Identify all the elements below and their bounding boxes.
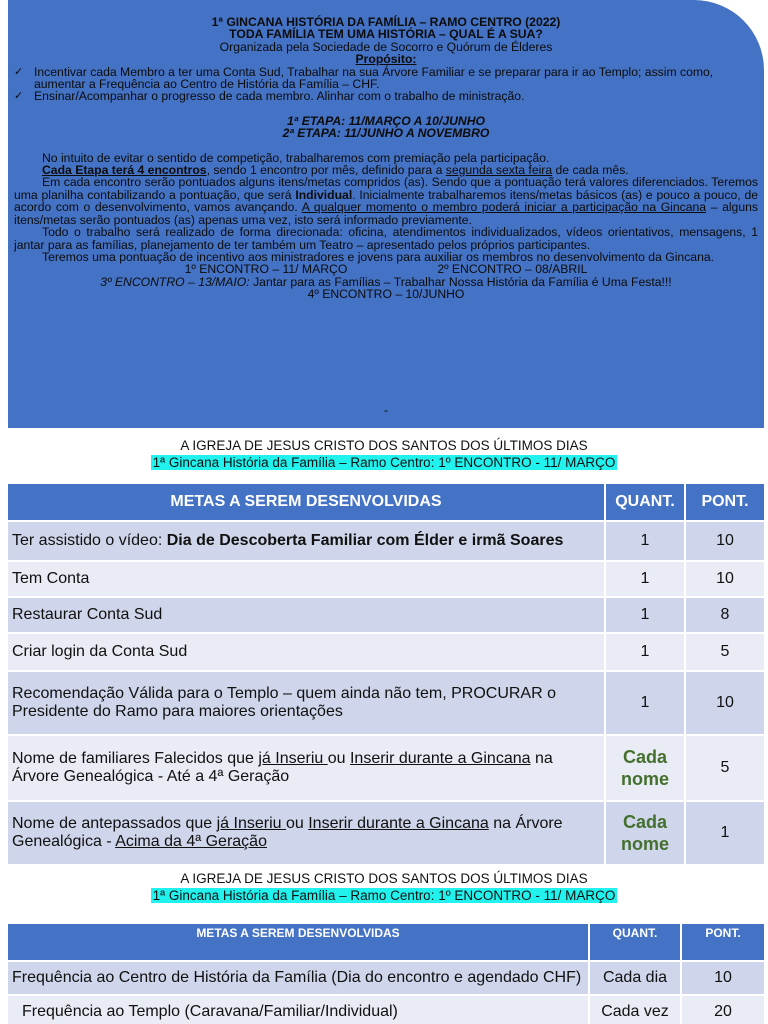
paragraph-incentivo: Teremos uma pontuação de incentivo aos ministradores e jovens para auxiliar os membros no desenvolvimento da Gincana. <box>42 249 715 264</box>
col-header-pts: PONT. <box>682 924 764 960</box>
stage-1: 1ª ETAPA: 11/MARÇO A 10/JUNHO <box>287 113 485 128</box>
table-row <box>8 960 764 994</box>
goals-table-2 <box>8 924 764 1024</box>
event-subtitle: 1ª Gincana História da Família – Ramo Centro: 1º ENCONTRO - 11/ MARÇO <box>152 455 616 470</box>
qty-cell: 1 <box>606 632 686 670</box>
table-row <box>8 560 764 596</box>
encounter-1: 1º ENCONTRO – 11/ MARÇO <box>184 262 348 277</box>
panel-dash: - <box>383 403 389 417</box>
purpose-item: ✓ Incentivar cada Membro a ter uma Conta Sud, Trabalhar na sua Árvore Familiar e se preparar para ir ao Templo; assim como, aumentar a Frequência ao Centro de História da Família – CHF. <box>14 64 714 92</box>
gincana-slogan: TODA FAMÍLIA TEM UMA HISTÓRIA – QUAL É A SUA? <box>229 27 543 42</box>
checkmark-icon: ✓ <box>14 65 24 78</box>
qty-cell: 1 <box>606 520 686 560</box>
encounter-2: 2º ENCONTRO – 08/ABRIL <box>437 262 588 277</box>
goal-cell: Nome de antepassados que já Inseriu ou Inserir durante a Gincana na Árvore Genealógica - Acima da 4ª Geração <box>8 800 606 864</box>
pts-cell: 8 <box>686 596 764 632</box>
gincana-title: 1ª GINCANA HISTÓRIA DA FAMÍLIA – RAMO CENTRO (2022) <box>211 15 561 29</box>
goal-cell: Recomendação Válida para o Templo – quem ainda não tem, PROCURAR o Presidente do Ramo para maiores orientações <box>8 670 606 734</box>
goal-cell: Restaurar Conta Sud <box>8 596 606 632</box>
qty-cell: Cada dia <box>590 960 682 994</box>
table-row <box>8 800 764 864</box>
pts-cell: 10 <box>686 670 764 734</box>
qty-cell: 1 <box>606 670 686 734</box>
table-row <box>8 596 764 632</box>
goal-cell: Ter assistido o vídeo: Dia de Descoberta Familiar com Élder e irmã Soares <box>8 520 606 560</box>
table-row <box>8 632 764 670</box>
goal-cell: Tem Conta <box>8 560 606 596</box>
pts-cell: 10 <box>686 520 764 560</box>
goal-cell: Frequência ao Centro de História da Família (Dia do encontro e agendado CHF) <box>8 960 590 994</box>
goal-cell: Nome de familiares Falecidos que já Inseriu ou Inserir durante a Gincana na Árvore Genealógica - Até a 4ª Geração <box>8 734 606 800</box>
goals-table-1 <box>8 484 764 864</box>
table-row <box>8 734 764 800</box>
purpose-label: Propósito: <box>355 52 417 67</box>
church-heading-2 <box>0 870 768 904</box>
table-row <box>8 670 764 734</box>
pts-cell: 20 <box>682 994 764 1024</box>
goal-cell: Criar login da Conta Sud <box>8 632 606 670</box>
col-header-goals: METAS A SEREM DESENVOLVIDAS <box>8 924 590 960</box>
stage-2: 2ª ETAPA: 11/JUNHO A NOVEMBRO <box>282 126 490 141</box>
event-subtitle: 1ª Gincana História da Família – Ramo Centro: 1º ENCONTRO - 11/ MARÇO <box>152 888 616 903</box>
qty-cell: 1 <box>606 560 686 596</box>
pts-cell: 10 <box>686 560 764 596</box>
goal-cell: Frequência ao Templo (Caravana/Familiar/Individual) <box>8 994 590 1024</box>
table-row <box>8 520 764 560</box>
col-header-pts: PONT. <box>686 484 764 520</box>
pts-cell: 1 <box>686 800 764 864</box>
checkmark-icon: ✓ <box>14 90 24 103</box>
col-header-qty: QUANT. <box>590 924 682 960</box>
paragraph-pontuacao: Em cada encontro serão pontuados alguns itens/metas compridos (as). Sendo que a pontuação terá valores diferenciados. Teremos uma planilha contabilizando a pontuação, que será Individual. Inicialmente trabalharemos itens/metas básicos (as) e pouco a pouco, de acordo com o desenvolvimento, vamos avançando. A qualquer momento o membro poderá iniciar a participação na Gincana – alguns itens/metas serão pontuados (as) apenas uma vez, isto será informado previamente. <box>14 175 758 227</box>
qty-cell: Cada nome <box>606 734 686 800</box>
qty-cell: 1 <box>606 596 686 632</box>
pts-cell: 5 <box>686 632 764 670</box>
pts-cell: 10 <box>682 960 764 994</box>
paragraph-trabalho: Todo o trabalho será realizado de forma direcionada: oficina, atendimentos individualizados, vídeos orientativos, mensagens, 1 jantar para as famílias, planejamento de ter também um Teatro – apresentado pelos próprios participantes. <box>14 225 758 252</box>
col-header-goals: METAS A SEREM DESENVOLVIDAS <box>8 484 606 520</box>
purpose-item: ✓ Ensinar/Acompanhar o progresso de cada membro. Alinhar com o trabalho de ministração. <box>14 89 525 104</box>
encounter-4: 4º ENCONTRO – 10/JUNHO <box>307 287 465 302</box>
organizer-line: Organizada pela Sociedade de Socorro e Quórum de Élderes <box>219 39 553 54</box>
table-row <box>8 994 764 1024</box>
pts-cell: 5 <box>686 734 764 800</box>
church-name: A IGREJA DE JESUS CRISTO DOS SANTOS DOS ÚLTIMOS DIAS <box>180 871 588 886</box>
encounter-3: 3º ENCONTRO – 13/MAIO: Jantar para as Famílias – Trabalhar Nossa História da Família é Uma Festa!!! <box>100 274 672 289</box>
col-header-qty: QUANT. <box>606 484 686 520</box>
church-heading-1 <box>0 437 768 471</box>
paragraph-encontros: Cada Etapa terá 4 encontros, sendo 1 encontro por mês, definido para a segunda sexta feira de cada mês. <box>42 163 629 178</box>
church-name: A IGREJA DE JESUS CRISTO DOS SANTOS DOS ÚLTIMOS DIAS <box>180 438 588 453</box>
gincana-info-panel <box>8 0 764 428</box>
qty-cell: Cada nome <box>606 800 686 864</box>
qty-cell: Cada vez <box>590 994 682 1024</box>
paragraph-premiacao: No intuito de evitar o sentido de competição, trabalharemos com premiação pela participação. <box>42 150 550 165</box>
